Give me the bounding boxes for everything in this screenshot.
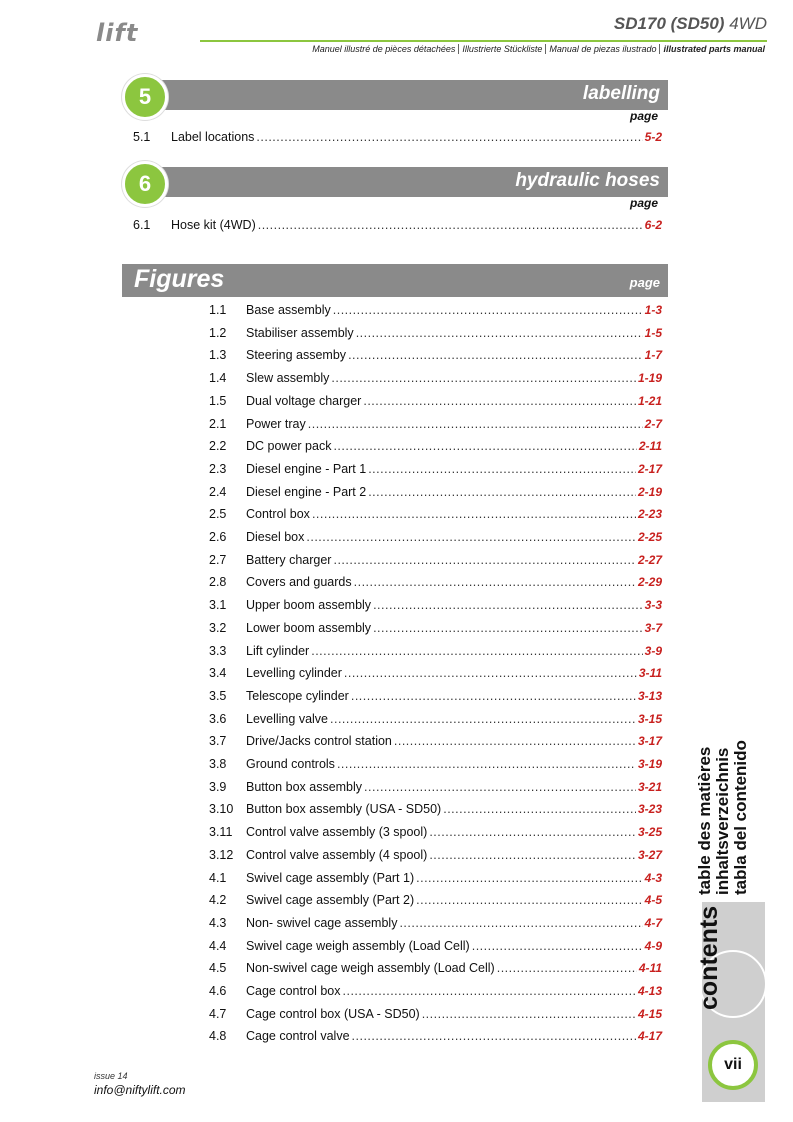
figure-number: 2.8 [209,575,227,590]
model-suffix: 4WD [729,14,767,33]
leader-dots [356,326,643,340]
figure-entry[interactable] [209,916,662,934]
figure-page: 3-25 [637,825,662,840]
figure-label: Diesel engine - Part 2 [246,484,367,499]
leader-dots [351,689,636,703]
figure-entry[interactable] [209,575,662,593]
toc-entry[interactable] [133,218,662,236]
section-number-badge: 6 [122,161,168,207]
leader-dots [472,939,643,953]
figure-page: 3-3 [644,598,662,613]
figure-page: 4-13 [637,984,662,998]
figure-entry[interactable] [209,644,662,662]
page-column-label: page [630,196,659,210]
figure-page: 2-23 [637,507,662,522]
figure-number: 1.3 [209,348,227,363]
subtitle-de: Illustrierte Stückliste [462,44,543,54]
figure-number: 2.5 [209,507,227,522]
figure-number: 4.6 [209,984,227,998]
figure-entry[interactable] [209,371,662,389]
figure-page: 4-17 [637,1029,662,1044]
toc-entry[interactable] [133,130,662,148]
figure-label: Stabiliser assembly [246,325,354,340]
figure-page: 3-17 [637,734,662,749]
section-title: labelling [582,83,660,104]
leader-dots [416,871,643,885]
figure-entry[interactable] [209,326,662,344]
leader-dots [394,734,636,748]
page-number-badge: vii [708,1040,758,1090]
figure-label: Swivel cage assembly (Part 1) [246,870,415,885]
leader-dots [363,394,636,408]
figure-label: Button box assembly [246,779,363,794]
section-title: hydraulic hoses [515,170,660,191]
figure-number: 2.1 [209,416,227,431]
figure-entry[interactable] [209,553,662,571]
figure-number: 3.8 [209,757,227,771]
lang-de: inhaltsverzeichnis [713,747,732,895]
figure-page: 2-17 [637,461,662,476]
figure-number: 4.3 [209,915,227,930]
leader-dots [373,621,643,635]
figure-entry[interactable] [209,712,662,730]
figure-number: 3.7 [209,734,227,749]
figure-number: 2.2 [209,439,227,454]
lang-es: tabla del contenido [731,740,750,895]
figure-number: 3.4 [209,666,227,681]
figure-entry[interactable] [209,757,662,775]
figure-number: 4.4 [209,938,227,953]
figure-page: 1-19 [637,371,662,386]
figure-label: Control valve assembly (4 spool) [246,847,428,862]
manual-subtitle [310,44,767,54]
leader-dots [429,848,636,862]
figure-label: Non- swivel cage assembly [246,915,398,930]
figure-number: 2.7 [209,552,227,567]
figure-page: 2-25 [637,530,662,544]
figure-label: Upper boom assembly [246,598,372,613]
figures-header [122,264,668,297]
figure-page: 2-27 [637,552,662,567]
leader-dots [364,780,636,794]
figure-number: 4.2 [209,893,227,908]
figure-label: Dual voltage charger [246,393,362,408]
figure-number: 1.4 [209,371,227,386]
leader-dots [497,961,637,975]
figure-entry[interactable] [209,893,662,911]
leader-dots [416,893,643,907]
leader-dots [352,1029,636,1043]
document-title [614,14,767,34]
entry-number: 6.1 [133,218,151,232]
figure-entry[interactable] [209,666,662,684]
figure-label: Base assembly [246,303,331,317]
figure-label: Battery charger [246,552,332,567]
figure-number: 2.3 [209,461,227,476]
page-column-label: page [630,109,659,123]
figure-number: 3.9 [209,779,227,794]
page-column-label: page [629,275,660,290]
section-number-badge: 5 [122,74,168,120]
entry-label: Label locations [171,130,255,144]
figure-label: Cage control valve [246,1029,350,1044]
figure-page: 1-5 [644,325,662,340]
figure-entry[interactable] [209,848,662,866]
figures-title: Figures [134,265,225,293]
figure-page: 3-21 [637,779,662,794]
figure-page: 4-15 [637,1006,662,1021]
leader-dots [368,462,636,476]
figure-entry[interactable] [209,871,662,889]
figure-label: Ground controls [246,757,335,771]
figure-page: 3-11 [638,666,662,681]
figure-label: Lift cylinder [246,643,310,658]
figure-number: 4.7 [209,1006,227,1021]
figure-page: 3-19 [637,757,662,771]
figure-page: 3-13 [637,688,662,703]
figure-page: 1-21 [637,393,662,408]
figure-number: 4.8 [209,1029,227,1044]
entry-label: Hose kit (4WD) [171,218,256,232]
figure-entry[interactable] [209,734,662,752]
figure-number: 3.3 [209,643,227,658]
contact-email[interactable]: info@niftylift.com [94,1083,186,1097]
figure-number: 3.1 [209,598,227,613]
model-name: SD170 (SD50) [613,14,725,33]
figure-number: 4.5 [209,961,227,976]
subtitle-es: Manual de piezas ilustrado [549,44,657,54]
figure-page: 3-9 [644,643,662,658]
figure-number: 2.6 [209,530,227,544]
figure-label: Diesel box [246,530,305,544]
figure-number: 3.2 [209,620,227,635]
leader-dots [256,130,642,144]
figure-label: Telescope cylinder [246,688,349,703]
figure-entry[interactable] [209,417,662,435]
figure-page: 3-15 [637,711,662,726]
subtitle-fr: Manuel illustré de pièces détachées [312,44,456,54]
leader-dots [373,598,643,612]
figure-label: Control box [246,507,310,522]
figure-entry[interactable] [209,394,662,412]
figure-entry[interactable] [209,984,662,1002]
figure-number: 1.5 [209,393,227,408]
figure-entry[interactable] [209,462,662,480]
figure-number: 2.4 [209,484,227,499]
figure-page: 4-11 [638,961,662,976]
figure-label: Levelling cylinder [246,666,342,681]
leader-dots [306,530,636,544]
leader-dots [311,644,642,658]
section-6-header [122,167,668,197]
figure-number: 3.5 [209,688,227,703]
header-rule [200,40,767,42]
figure-entry[interactable] [209,598,662,616]
figure-label: DC power pack [246,439,332,454]
figure-page: 3-27 [637,847,662,862]
leader-dots [333,303,643,317]
leader-dots [337,757,636,771]
figure-number: 3.11 [209,825,233,840]
figure-entry[interactable] [209,439,662,457]
leader-dots [443,802,636,816]
figure-label: Control valve assembly (3 spool) [246,825,428,840]
leader-dots [368,485,636,499]
figure-label: Covers and guards [246,575,352,590]
leader-dots [333,553,636,567]
leader-dots [422,1007,636,1021]
figure-page: 3-23 [637,802,662,817]
figure-number: 3.12 [209,847,234,862]
lift-logo-icon [94,22,194,44]
leader-dots [312,507,636,521]
brand-logo [94,22,194,49]
figure-label: Swivel cage assembly (Part 2) [246,893,415,908]
figure-entry[interactable] [209,961,662,979]
figure-page: 2-19 [637,484,662,499]
figure-page: 4-9 [644,938,662,953]
figure-entry[interactable] [209,1029,662,1047]
figure-page: 1-3 [644,303,662,317]
section-5-header [122,80,668,110]
figure-number: 1.1 [209,303,227,317]
figure-label: Swivel cage weigh assembly (Load Cell) [246,938,470,953]
issue-number: issue 14 [94,1071,128,1081]
leader-dots [348,348,643,362]
figure-label: Levelling valve [246,711,328,726]
figure-entry[interactable] [209,825,662,843]
figure-entry[interactable] [209,689,662,707]
logo-text: lift [96,22,139,44]
figure-label: Lower boom assembly [246,620,372,635]
figure-entry[interactable] [209,303,662,321]
figure-number: 1.2 [209,325,227,340]
side-tab-contents[interactable]: contents [695,905,723,1010]
figure-page: 4-5 [644,893,662,908]
figure-number: 3.10 [209,802,234,817]
figure-page: 1-7 [644,348,662,363]
figure-entry[interactable] [209,530,662,548]
figure-entry[interactable] [209,1007,662,1025]
leader-dots [330,712,636,726]
figure-number: 3.6 [209,711,227,726]
figure-page: 3-7 [644,620,662,635]
leader-dots [333,439,636,453]
figure-entry[interactable] [209,621,662,639]
figure-page: 2-7 [644,416,662,431]
leader-dots [258,218,643,232]
figure-page: 4-3 [644,870,662,885]
entry-page: 5-2 [644,130,662,144]
figure-label: Drive/Jacks control station [246,734,392,749]
leader-dots [331,371,636,385]
figure-label: Steering assemby [246,348,347,363]
figure-label: Cage control box [246,984,341,998]
entry-number: 5.1 [133,130,151,144]
entry-page: 6-2 [644,218,662,232]
leader-dots [308,417,643,431]
figure-label: Non-swivel cage weigh assembly (Load Cell) [246,961,495,976]
figure-entry[interactable] [209,802,662,820]
figure-label: Slew assembly [246,371,330,386]
lang-fr: table des matières [695,746,714,895]
figure-entry[interactable] [209,780,662,798]
subtitle-en: illustrated parts manual [663,44,765,54]
figure-page: 2-11 [638,439,662,454]
leader-dots [429,825,636,839]
figure-entry[interactable] [209,348,662,366]
figure-label: Cage control box (USA - SD50) [246,1006,420,1021]
figure-label: Power tray [246,416,306,431]
figure-entry[interactable] [209,507,662,525]
figure-entry[interactable] [209,485,662,503]
figure-label: Diesel engine - Part 1 [246,461,367,476]
figure-entry[interactable] [209,939,662,957]
figure-page: 4-7 [644,915,662,930]
side-tab-languages [696,740,750,895]
leader-dots [354,575,636,589]
leader-dots [344,666,637,680]
leader-dots [399,916,642,930]
figure-number: 4.1 [209,870,227,885]
figure-page: 2-29 [637,575,662,590]
leader-dots [343,984,636,998]
figure-label: Button box assembly (USA - SD50) [246,802,442,817]
